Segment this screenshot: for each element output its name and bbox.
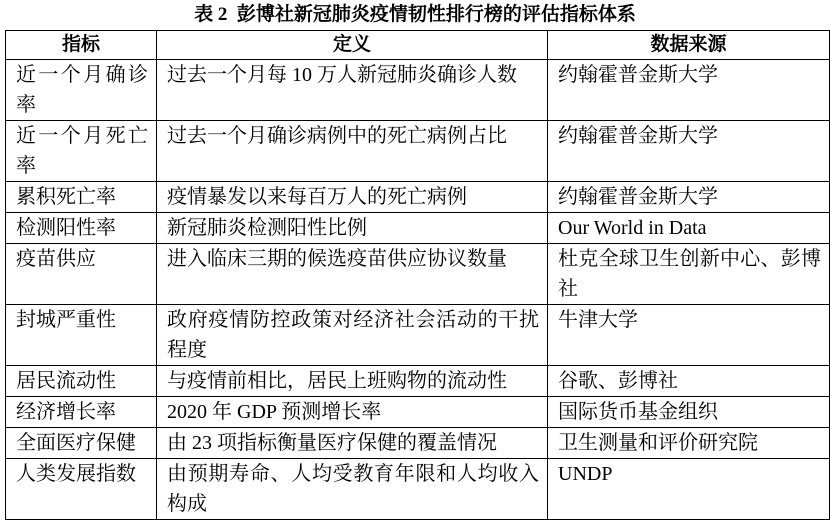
definition-cell: 新冠肺炎检测阳性比例 <box>157 213 548 244</box>
indicator-cell: 检测阳性率 <box>6 213 157 244</box>
table-row <box>6 244 830 305</box>
source-cell: 谷歌、彭博社 <box>548 366 830 397</box>
definition-cell: 疫情暴发以来每百万人的死亡病例 <box>157 182 548 213</box>
source-cell: 杜克全球卫生创新中心、彭博社 <box>548 244 830 305</box>
table-body <box>6 60 830 520</box>
source-cell: UNDP <box>548 459 830 520</box>
indicator-cell: 居民流动性 <box>6 366 157 397</box>
header-row <box>6 31 830 60</box>
table-caption: 表 2 彭博社新冠肺炎疫情韧性排行榜的评估指标体系 <box>194 4 636 25</box>
table-row <box>6 213 830 244</box>
definition-cell: 进入临床三期的候选疫苗供应协议数量 <box>157 244 548 305</box>
definition-cell: 过去一个月每 10 万人新冠肺炎确诊人数 <box>157 60 548 121</box>
indicator-cell: 人类发展指数 <box>6 459 157 520</box>
definition-cell: 过去一个月确诊病例中的死亡病例占比 <box>157 121 548 182</box>
source-cell: 牛津大学 <box>548 305 830 366</box>
source-cell: Our World in Data <box>548 213 830 244</box>
header-indicator: 指标 <box>6 31 157 60</box>
table-header <box>6 31 830 60</box>
indicator-cell: 累积死亡率 <box>6 182 157 213</box>
definition-cell: 由 23 项指标衡量医疗保健的覆盖情况 <box>157 428 548 459</box>
indicator-cell: 经济增长率 <box>6 397 157 428</box>
header-source: 数据来源 <box>548 31 830 60</box>
definition-cell: 与疫情前相比，居民上班购物的流动性 <box>157 366 548 397</box>
table-row <box>6 305 830 366</box>
definition-cell: 由预期寿命、人均受教育年限和人均收入构成 <box>157 459 548 520</box>
table-row <box>6 366 830 397</box>
source-cell: 约翰霍普金斯大学 <box>548 121 830 182</box>
source-cell: 国际货币基金组织 <box>548 397 830 428</box>
indicator-cell: 封城严重性 <box>6 305 157 366</box>
source-cell: 约翰霍普金斯大学 <box>548 182 830 213</box>
indicator-table <box>5 30 830 520</box>
table-row <box>6 428 830 459</box>
table-row <box>6 121 830 182</box>
source-cell: 卫生测量和评价研究院 <box>548 428 830 459</box>
table-row <box>6 182 830 213</box>
indicator-cell: 近一个月确诊率 <box>6 60 157 121</box>
table-row <box>6 397 830 428</box>
table-row <box>6 459 830 520</box>
header-definition: 定义 <box>157 31 548 60</box>
indicator-cell: 近一个月死亡率 <box>6 121 157 182</box>
table-row <box>6 60 830 121</box>
indicator-cell: 全面医疗保健 <box>6 428 157 459</box>
indicator-cell: 疫苗供应 <box>6 244 157 305</box>
definition-cell: 2020 年 GDP 预测增长率 <box>157 397 548 428</box>
source-cell: 约翰霍普金斯大学 <box>548 60 830 121</box>
definition-cell: 政府疫情防控政策对经济社会活动的干扰程度 <box>157 305 548 366</box>
